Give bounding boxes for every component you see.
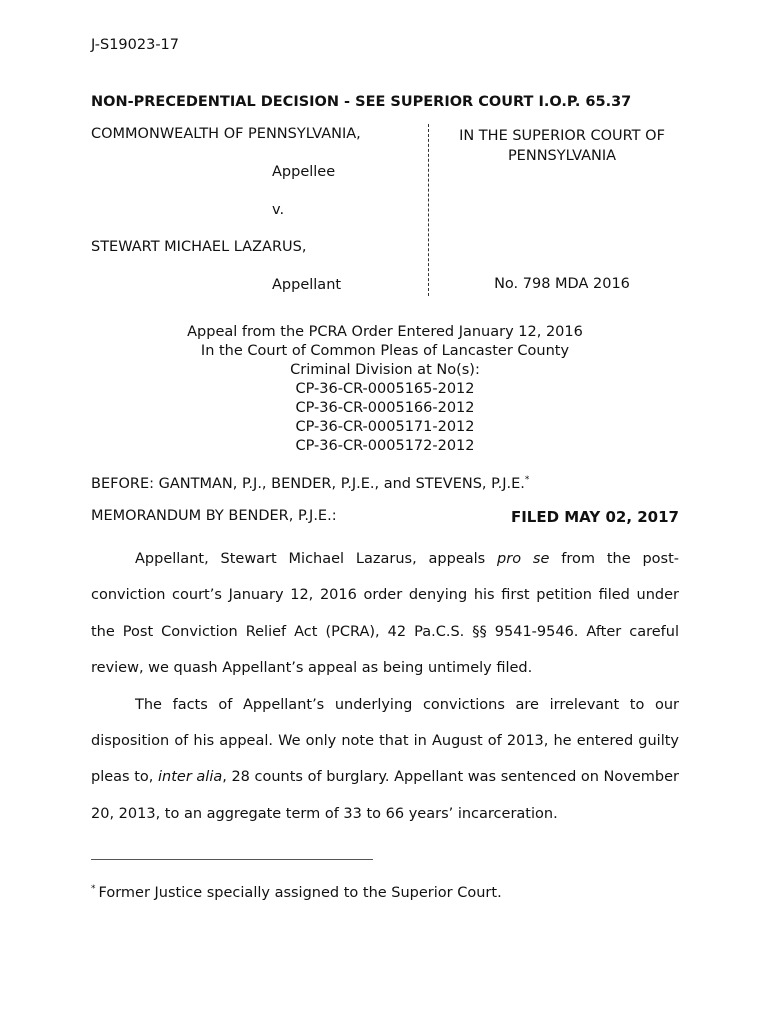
lower-court-case-number: CP-36-CR-0005165-2012 xyxy=(295,381,475,397)
paragraph-1: Appellant, Stewart Michael Lazarus, appeals pro se from the post-conviction court’s January 12, 2016 order denying his first petition filed under the Post Conviction Relief Act (PCRA), 42 Pa.C.S. §§ 9541-9546. After careful review, we quash Appellant’s appeal as being untimely filed. xyxy=(91,551,679,677)
docket-code: J-S19023-17 xyxy=(91,37,180,53)
lower-court-case-number: CP-36-CR-0005171-2012 xyxy=(295,419,475,435)
case-number: No. 798 MDA 2016 xyxy=(494,276,630,292)
appeal-line-2: In the Court of Common Pleas of Lancaster County xyxy=(200,343,570,359)
plaintiff-role: Appellee xyxy=(272,164,336,180)
plaintiff-name: COMMONWEALTH OF PENNSYLVANIA, xyxy=(91,126,361,142)
footnote-marker: * xyxy=(91,884,96,894)
versus-label: v. xyxy=(272,202,285,218)
caption-court xyxy=(436,126,688,292)
caption-divider xyxy=(428,124,429,296)
filed-date: FILED MAY 02, 2017 xyxy=(510,508,679,526)
appeal-line-1: Appeal from the PCRA Order Entered January 12, 2016 xyxy=(187,324,583,340)
footnote-text: Former Justice specially assigned to the Superior Court. xyxy=(98,885,502,901)
lower-court-case-number: CP-36-CR-0005166-2012 xyxy=(295,400,475,416)
panel-line xyxy=(91,475,529,492)
panel-text: BEFORE: GANTMAN, P.J., BENDER, P.J.E., and STEVENS, P.J.E. xyxy=(91,476,525,492)
decision-notice: NON-PRECEDENTIAL DECISION - SEE SUPERIOR COURT I.O.P. 65.37 xyxy=(91,94,632,110)
defendant-role: Appellant xyxy=(272,277,342,293)
italic-term: pro se xyxy=(497,551,550,567)
footnote-rule xyxy=(91,859,373,860)
court-name: IN THE SUPERIOR COURT OF PENNSYLVANIA xyxy=(459,128,665,164)
panel-footnote-marker: * xyxy=(524,475,530,485)
lower-court-case-number: CP-36-CR-0005172-2012 xyxy=(295,438,475,454)
italic-term: inter alia xyxy=(158,769,223,786)
footnote xyxy=(91,884,502,901)
appeal-line-3: Criminal Division at No(s): xyxy=(290,362,480,378)
opinion-body xyxy=(91,541,679,832)
memorandum-author: MEMORANDUM BY BENDER, P.J.E.: xyxy=(91,508,337,524)
defendant-name: STEWART MICHAEL LAZARUS, xyxy=(91,239,307,255)
appeal-info xyxy=(91,323,679,456)
paragraph-2: The facts of Appellant’s underlying convictions are irrelevant to our disposition of his appeal. We only note that in August of 2013, he entered guilty pleas to, inter alia, 28 counts of burglary. Appellant was sentenced on November 20, 2013, to an aggregate term of 33 to 66 years’ incarceration. xyxy=(91,696,679,822)
